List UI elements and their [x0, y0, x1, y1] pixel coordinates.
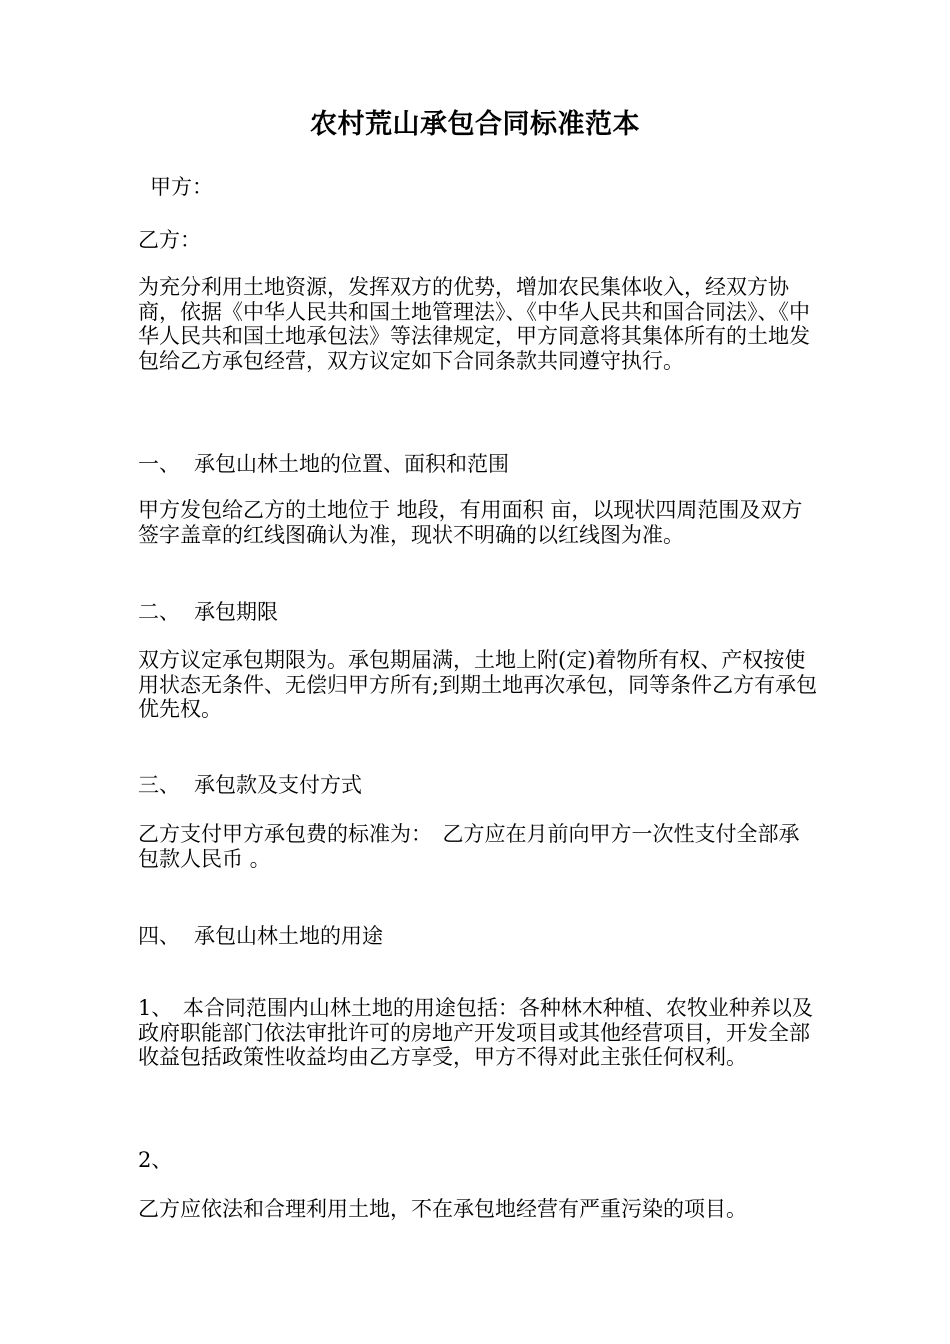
section-heading-4 — [138, 924, 820, 949]
party-b-label: 乙方： — [138, 228, 201, 252]
party-a-label: 甲方： — [150, 175, 213, 199]
clause-1 — [138, 996, 820, 1070]
section-heading-text: 承包款及支付方式 — [194, 773, 362, 797]
section-heading-1 — [138, 452, 820, 477]
section-body-1: 甲方发包给乙方的土地位于 地段，有用面积 亩，以现状四周范围及双方签字盖章的红线图确认为准，现状不明确的以红线图为准。 — [138, 498, 803, 547]
section-body-3: 乙方支付甲方承包费的标准为： 乙方应在月前向甲方一次性支付全部承包款人民币 。 — [138, 822, 800, 871]
document-title: 农村荒山承包合同标准范本 — [310, 109, 640, 140]
clause-2-text: 乙方应依法和合理利用土地，不在承包地经营有严重污染的项目。 — [138, 1197, 747, 1221]
section-heading-text: 承包山林土地的位置、面积和范围 — [194, 452, 509, 476]
section-heading-text: 承包期限 — [194, 600, 278, 624]
section-number: 四、 — [138, 924, 180, 948]
clause-2-number: 2、 — [138, 1148, 173, 1172]
section-number: 三、 — [138, 773, 180, 797]
section-body-2: 双方议定承包期限为。承包期届满，土地上附(定)着物所有权、产权按使用状态无条件、无偿归甲方所有;到期土地再次承包，同等条件乙方有承包优先权。 — [138, 648, 818, 721]
section-heading-2 — [138, 600, 820, 625]
section-heading-text: 承包山林土地的用途 — [194, 924, 383, 948]
section-number: 二、 — [138, 600, 180, 624]
intro-paragraph: 为充分利用土地资源，发挥双方的优势，增加农民集体收入，经双方协商，依据《中华人民共和国土地管理法》、《中华人民共和国合同法》、《中华人民共和国土地承包法》等法律规定，甲方同意将其集体所有的土地发包给乙方承包经营，双方议定如下合同条款共同遵守执行。 — [138, 275, 810, 373]
section-number: 一、 — [138, 452, 180, 476]
section-heading-3 — [138, 773, 820, 798]
clause-text: 本合同范围内山林土地的用途包括：各种林木种植、农牧业种养以及政府职能部门依法审批许可的房地产开发项目或其他经营项目，开发全部收益包括政策性收益均由乙方享受，甲方不得对此主张任何权利。 — [138, 996, 813, 1069]
clause-number: 1、 — [138, 996, 162, 1020]
